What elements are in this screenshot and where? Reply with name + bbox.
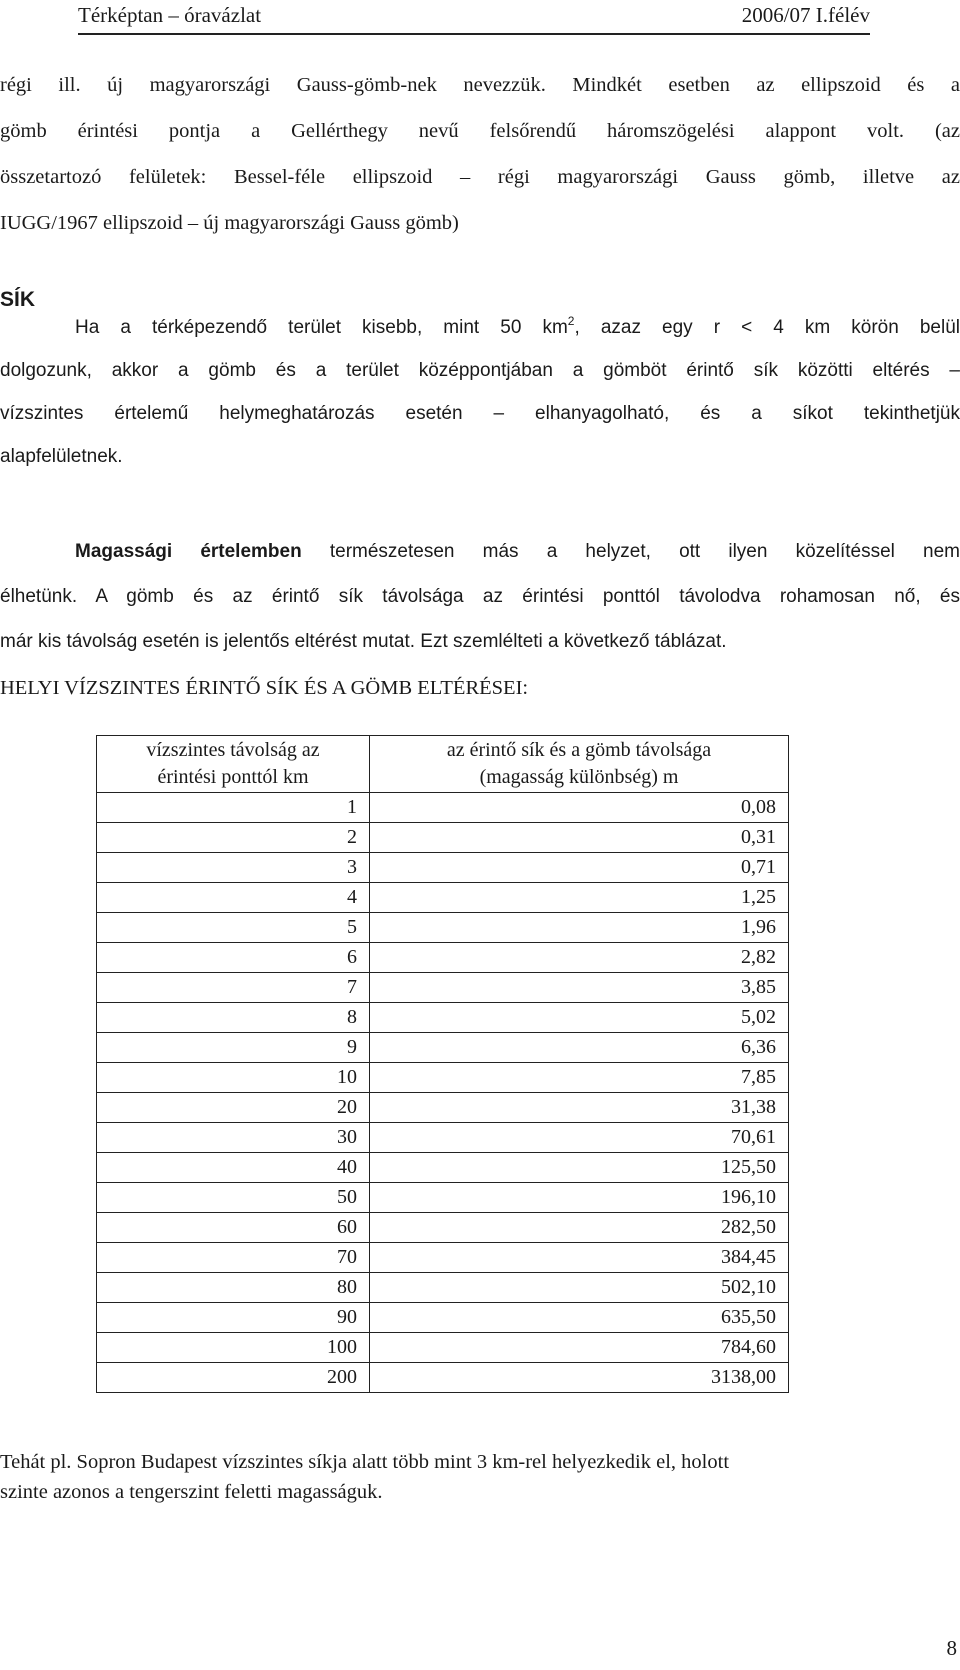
table-row	[97, 1123, 789, 1153]
table-row	[97, 1093, 789, 1123]
deviation-cell: 282,50	[370, 1213, 789, 1243]
table-row	[97, 1333, 789, 1363]
deviation-cell: 125,50	[370, 1153, 789, 1183]
distance-cell: 100	[97, 1333, 370, 1363]
deviation-cell: 7,85	[370, 1063, 789, 1093]
paragraph-line: szinte azonos a tengerszint feletti magasságuk.	[0, 1481, 383, 1503]
paragraph-line: régi ill. új magyarországi Gauss-gömb-nek nevezzük. Mindkét esetben az ellipszoid és a	[0, 74, 960, 96]
deviation-cell: 70,61	[370, 1123, 789, 1153]
deviation-cell: 0,31	[370, 823, 789, 853]
deviation-cell: 784,60	[370, 1333, 789, 1363]
paragraph-example	[0, 1449, 960, 1509]
paragraph-line: alapfelületnek.	[0, 446, 123, 467]
text-run: , azaz egy r < 4 km körön belül	[574, 317, 960, 338]
paragraph-line: IUGG/1967 ellipszoid – új magyarországi Gauss gömb)	[0, 212, 459, 234]
paragraph-line: dolgozunk, akkor a gömb és a terület középpontjában a gömböt érintő sík közötti eltérés –	[0, 360, 960, 381]
table-row	[97, 1033, 789, 1063]
table-row	[97, 973, 789, 1003]
paragraph-line: már kis távolság esetén is jelentős eltérést mutat. Ezt szemlélteti a következő táblázat.	[0, 631, 727, 652]
paragraph-plane	[0, 315, 960, 487]
distance-cell: 30	[97, 1123, 370, 1153]
table-row	[97, 1303, 789, 1333]
distance-cell: 90	[97, 1303, 370, 1333]
table-row	[97, 1363, 789, 1393]
superscript: 2	[567, 314, 575, 328]
table-row	[97, 1003, 789, 1033]
distance-cell: 6	[97, 943, 370, 973]
bold-term: Magassági értelemben	[75, 541, 302, 562]
table-row	[97, 793, 789, 823]
deviation-cell: 635,50	[370, 1303, 789, 1333]
distance-cell: 20	[97, 1093, 370, 1123]
table-row	[97, 943, 789, 973]
deviation-cell: 3,85	[370, 973, 789, 1003]
header-line: érintési ponttól km	[157, 766, 309, 788]
table-row	[97, 1273, 789, 1303]
page-number: 8	[946, 1636, 957, 1660]
paragraph-line: élhetünk. A gömb és az érintő sík távolsága az érintési ponttól távolodva rohamosan nő, és	[0, 586, 960, 607]
paragraph-line: vízszintes értelemű helymeghatározás esetén – elhanyagolható, és a síkot tekinthetjük	[0, 403, 960, 424]
distance-cell: 2	[97, 823, 370, 853]
distance-cell: 3	[97, 853, 370, 883]
deviation-cell: 502,10	[370, 1273, 789, 1303]
paragraph-line	[0, 539, 960, 584]
distance-cell: 60	[97, 1213, 370, 1243]
table-row	[97, 1213, 789, 1243]
distance-cell: 8	[97, 1003, 370, 1033]
distance-cell: 70	[97, 1243, 370, 1273]
table-row	[97, 1183, 789, 1213]
page-header	[78, 0, 870, 36]
paragraph-line	[0, 315, 960, 358]
table-row	[97, 913, 789, 943]
table-row	[97, 883, 789, 913]
deviation-cell: 5,02	[370, 1003, 789, 1033]
distance-cell: 9	[97, 1033, 370, 1063]
table-header-row	[97, 736, 789, 793]
deviation-cell: 0,71	[370, 853, 789, 883]
header-rule	[78, 33, 870, 35]
paragraph-height	[0, 539, 960, 674]
header-title: Térképtan – óravázlat	[78, 3, 262, 27]
deviation-cell: 0,08	[370, 793, 789, 823]
distance-cell: 50	[97, 1183, 370, 1213]
header-line: (magasság különbség) m	[479, 766, 679, 788]
text-run: Ha a térképezendő terület kisebb, mint 50 km	[75, 317, 568, 338]
deviation-cell: 6,36	[370, 1033, 789, 1063]
deviation-cell: 31,38	[370, 1093, 789, 1123]
section-title-plane: SÍK	[0, 288, 36, 311]
header-line: vízszintes távolság az	[146, 739, 320, 761]
table-row	[97, 1153, 789, 1183]
paragraph-gauss-sphere	[0, 72, 960, 256]
distance-cell: 200	[97, 1363, 370, 1393]
header-line: az érintő sík és a gömb távolsága	[446, 739, 712, 761]
table-row	[97, 823, 789, 853]
distance-cell: 7	[97, 973, 370, 1003]
table-heading: HELYI VÍZSZINTES ÉRINTŐ SÍK ÉS A GÖMB ELTÉRÉSEI:	[0, 677, 529, 699]
deviation-table	[96, 735, 789, 1393]
table-row	[97, 853, 789, 883]
header-semester: 2006/07 I.félév	[741, 3, 870, 27]
column-header-deviation	[370, 736, 789, 793]
deviation-cell: 3138,00	[370, 1363, 789, 1393]
deviation-cell: 384,45	[370, 1243, 789, 1273]
paragraph-line: Tehát pl. Sopron Budapest vízszintes síkja alatt több mint 3 km-rel helyezkedik el, holott	[0, 1451, 730, 1473]
distance-cell: 1	[97, 793, 370, 823]
table-row	[97, 1063, 789, 1093]
table-row	[97, 1243, 789, 1273]
distance-cell: 4	[97, 883, 370, 913]
distance-cell: 40	[97, 1153, 370, 1183]
distance-cell: 5	[97, 913, 370, 943]
paragraph-line: összetartozó felületek: Bessel-féle ellipszoid – régi magyarországi Gauss gömb, illetve az	[0, 166, 960, 188]
distance-cell: 80	[97, 1273, 370, 1303]
deviation-cell: 1,96	[370, 913, 789, 943]
distance-cell: 10	[97, 1063, 370, 1093]
column-header-distance	[97, 736, 370, 793]
deviation-cell: 196,10	[370, 1183, 789, 1213]
deviation-cell: 1,25	[370, 883, 789, 913]
paragraph-line: gömb érintési pontja a Gellérthegy nevű felsőrendű háromszögelési alappont volt. (az	[0, 120, 960, 142]
text-run: természetesen más a helyzet, ott ilyen közelítéssel nem	[301, 541, 960, 562]
deviation-cell: 2,82	[370, 943, 789, 973]
